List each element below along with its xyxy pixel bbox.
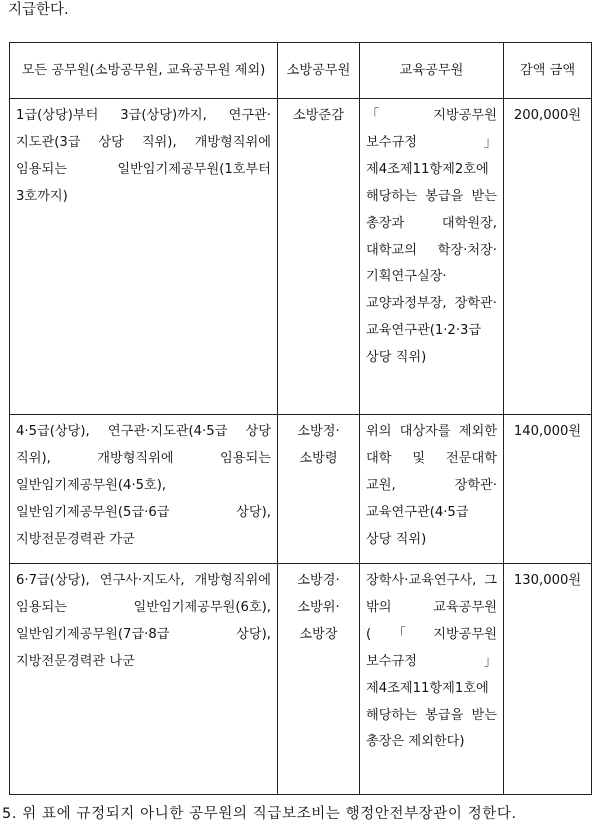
intro-text: 지급한다. [8, 2, 69, 18]
cell-fire-rank: 소방경·소방위·소방장 [278, 564, 360, 795]
footnote: 5. 위 표에 규정되지 아니한 공무원의 직급보조비는 행정안전부장관이 정한다. [2, 806, 517, 822]
cell-general: 6·7급(상당), 연구사·지도사, 개방형직위에 임용되는 일반임기제공무원(6호), 일반임기제공무원(7급·8급 상당), 지방전문경력관 나군 [10, 564, 278, 795]
cell-general: 1급(상당)부터 3급(상당)까지, 연구관·지도관(3급 상당 직위), 개방형직위에 임용되는 일반임기제공무원(1호부터 3호까지) [10, 99, 278, 415]
cell-amount: 130,000원 [504, 564, 592, 795]
cell-education: 장학사·교육연구사, 그 밖의 교육공무원(「지방공무원 보수규정」 제4조제11항제1호에 해당하는 봉급을 받는 총장은 제외한다) [360, 564, 504, 795]
table-row [10, 564, 592, 795]
cell-fire-rank: 소방준감 [278, 99, 360, 415]
table-row [10, 415, 592, 564]
cell-amount: 140,000원 [504, 415, 592, 564]
cell-amount: 200,000원 [504, 99, 592, 415]
cell-fire-rank: 소방정·소방령 [278, 415, 360, 564]
cell-education: 위의 대상자를 제외한 대학 및 전문대학 교원, 장학관·교육연구관(4·5급 상당 직위) [360, 415, 504, 564]
header-general-officials: 모든 공무원(소방공무원, 교육공무원 제외) [10, 43, 278, 99]
table-row [10, 99, 592, 415]
header-fire-officials: 소방공무원 [278, 43, 360, 99]
header-reduction-amount: 감액 금액 [504, 43, 592, 99]
allowance-reduction-table [9, 42, 592, 795]
cell-general: 4·5급(상당), 연구관·지도관(4·5급 상당 직위), 개방형직위에 임용되는 일반임기제공무원(4·5호), 일반임기제공무원(5급·6급 상당), 지방전문경력관 가군 [10, 415, 278, 564]
cell-education: 「지방공무원 보수규정」 제4조제11항제2호에 해당하는 봉급을 받는 총장과 대학원장, 대학교의 학장·처장·기획연구실장·교양과정부장, 장학관·교육연구관(1·2·3급 상당 직위) [360, 99, 504, 415]
header-education-officials: 교육공무원 [360, 43, 504, 99]
table-header-row [10, 43, 592, 99]
